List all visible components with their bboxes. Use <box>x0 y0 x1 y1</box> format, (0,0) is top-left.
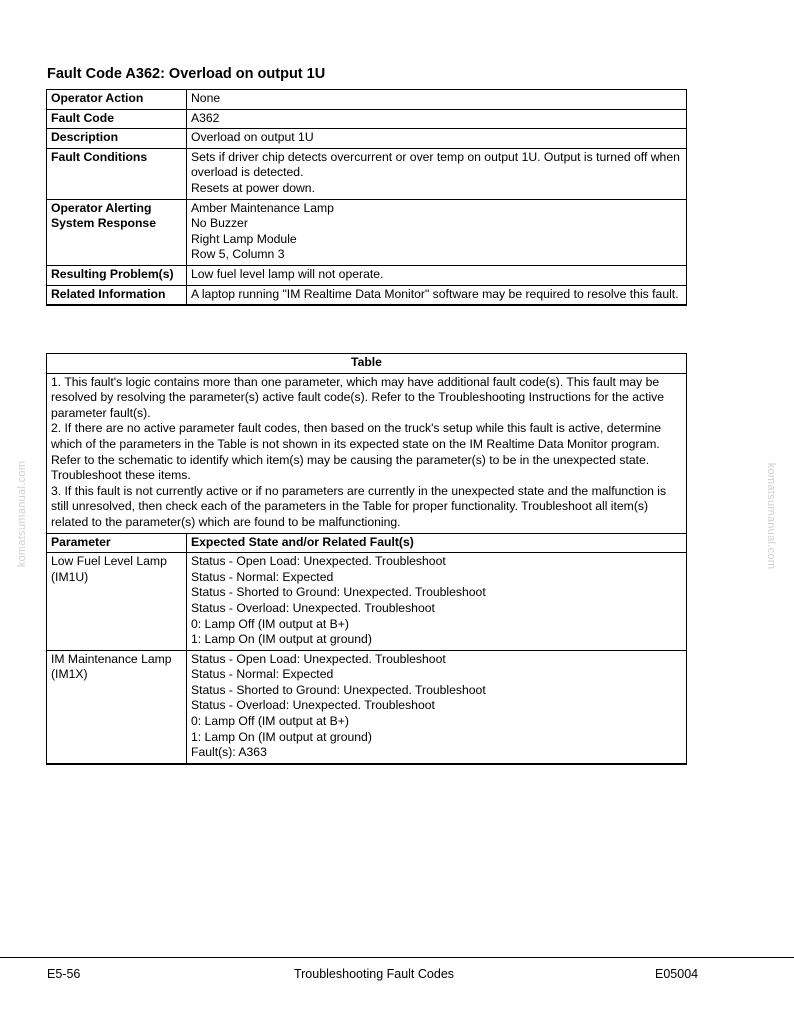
table-row <box>47 148 687 199</box>
table-row <box>47 129 687 149</box>
table-header-row <box>47 354 687 374</box>
related-information-label: Related Information <box>47 285 187 305</box>
fault-conditions-label: Fault Conditions <box>47 148 187 199</box>
state-line: Status - Overload: Unexpected. Troubleshoot <box>191 600 435 615</box>
operator-action-label: Operator Action <box>47 90 187 110</box>
alert-line: Amber Maintenance Lamp <box>191 200 334 215</box>
fault-info-table <box>46 89 687 306</box>
related-information-value: A laptop running "IM Realtime Data Monitor" software may be required to resolve this fault. <box>187 285 687 305</box>
state-line: 1: Lamp On (IM output at ground) <box>191 729 372 744</box>
column-header-expected-state: Expected State and/or Related Fault(s) <box>187 533 687 553</box>
footer-section-title: Troubleshooting Fault Codes <box>293 967 455 981</box>
state-line: 0: Lamp Off (IM output at B+) <box>191 714 349 729</box>
fault-conditions-line: Sets if driver chip detects overcurrent or over temp on output 1U. Output is turned off when overload is detected. <box>191 149 680 180</box>
operator-alerting-label <box>47 199 187 265</box>
alert-line: No Buzzer <box>191 216 248 231</box>
watermark-right: komatsumanual.com <box>765 462 777 570</box>
parameter-name <box>47 553 187 651</box>
table-row <box>47 650 687 764</box>
state-line: Status - Normal: Expected <box>191 569 334 584</box>
page-title: Fault Code A362: Overload on output 1U <box>47 66 326 82</box>
watermark-left: komatsumanual.com <box>16 460 28 568</box>
state-line: Fault(s): A363 <box>191 745 267 760</box>
expected-state <box>187 553 687 651</box>
description-label: Description <box>47 129 187 149</box>
table-row <box>47 533 687 553</box>
fault-conditions-value <box>187 148 687 199</box>
parameter-name-line: (IM1U) <box>51 569 89 584</box>
expected-state <box>187 650 687 764</box>
state-line: Status - Shorted to Ground: Unexpected. Troubleshoot <box>191 585 486 600</box>
resulting-problems-value: Low fuel level lamp will not operate. <box>187 265 687 285</box>
table-row <box>47 373 687 533</box>
parameter-table-heading: Table <box>47 354 687 374</box>
parameter-table <box>46 353 687 765</box>
resulting-problems-label: Resulting Problem(s) <box>47 265 187 285</box>
fault-conditions-line: Resets at power down. <box>191 180 315 195</box>
table-row <box>47 109 687 129</box>
parameter-name-line: IM Maintenance Lamp <box>51 651 172 666</box>
footer-page-number: E5-56 <box>47 967 81 981</box>
state-line: Status - Open Load: Unexpected. Troubleshoot <box>191 554 446 569</box>
parameter-name-line: Low Fuel Level Lamp <box>51 554 167 569</box>
footer-doc-code: E05004 <box>655 967 699 981</box>
table-row <box>47 265 687 285</box>
state-line: Status - Shorted to Ground: Unexpected. Troubleshoot <box>191 682 486 697</box>
table-row <box>47 285 687 305</box>
fault-code-value: A362 <box>187 109 687 129</box>
state-line: 0: Lamp Off (IM output at B+) <box>191 616 349 631</box>
operator-alerting-label-line: System Response <box>51 216 156 231</box>
description-value: Overload on output 1U <box>187 129 687 149</box>
alert-line: Right Lamp Module <box>191 231 297 246</box>
column-header-parameter: Parameter <box>47 533 187 553</box>
table-row <box>47 90 687 110</box>
troubleshooting-notes <box>47 373 687 533</box>
fault-code-label: Fault Code <box>47 109 187 129</box>
state-line: Status - Overload: Unexpected. Troubleshoot <box>191 698 435 713</box>
state-line: 1: Lamp On (IM output at ground) <box>191 632 372 647</box>
parameter-name-line: (IM1X) <box>51 667 88 682</box>
operator-alerting-value <box>187 199 687 265</box>
note-item: 2. If there are no active parameter fault codes, then based on the truck's setup while this fault is active, determine which of the parameters in the Table is not shown in its expected state on the IM Realtime Data Monitor program. Refer to the schematic to identify which item(s) may be causing the parameter(s) to be in the unexpected state. Troubleshoot these items. <box>51 421 661 483</box>
state-line: Status - Normal: Expected <box>191 667 334 682</box>
footer-divider <box>0 957 794 958</box>
operator-action-value: None <box>187 90 687 110</box>
alert-line: Row 5, Column 3 <box>191 247 285 262</box>
note-item: 3. If this fault is not currently active or if no parameters are currently in the unexpected state and the malfunction is still unresolved, then check each of the parameters in the Table for proper functionality. Troubleshoot all item(s) related to the parameter(s) which are found to be malfunctioning. <box>51 483 667 529</box>
table-row <box>47 553 687 651</box>
state-line: Status - Open Load: Unexpected. Troubleshoot <box>191 651 446 666</box>
table-row <box>47 199 687 265</box>
note-item: 1. This fault's logic contains more than one parameter, which may have additional fault code(s). This fault may be resolved by resolving the parameter(s) active fault code(s). Refer to the Troubleshooting Instructions for the active parameter fault(s). <box>51 374 665 420</box>
operator-alerting-label-line: Operator Alerting <box>51 200 152 215</box>
parameter-name <box>47 650 187 764</box>
